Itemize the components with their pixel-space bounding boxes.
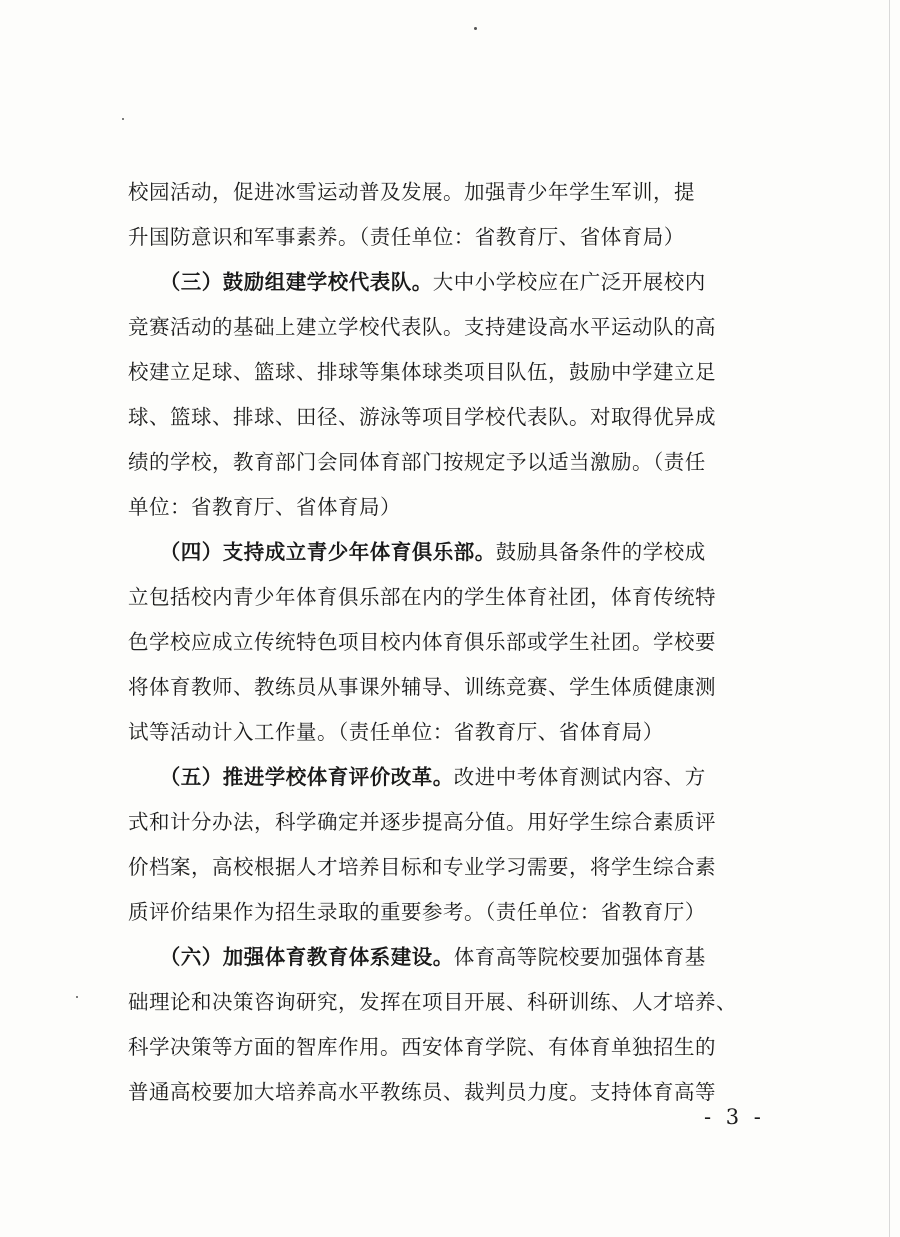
section-heading: （六）加强体育教育体系建设。 <box>128 945 454 969</box>
line-text: 色学校应成立传统特色项目校内体育俱乐部或学生社团。学校要 <box>128 630 716 654</box>
text-line <box>128 305 760 350</box>
line-text: 价档案，高校根据人才培养目标和专业学习需要，将学生综合素 <box>128 855 716 879</box>
line-text: 升国防意识和军事素养。（责任单位：省教育厅、省体育局） <box>128 225 685 249</box>
text-line <box>128 1025 760 1070</box>
line-text: 体育高等院校要加强体育基 <box>453 945 706 969</box>
text-line <box>128 935 760 980</box>
section-heading: （三）鼓励组建学校代表队。 <box>128 270 433 294</box>
line-text: 竞赛活动的基础上建立学校代表队。支持建设高水平运动队的高 <box>128 315 716 339</box>
line-text: 普通高校要加大培养高水平教练员、裁判员力度。支持体育高等 <box>128 1080 716 1104</box>
line-text: 校园活动，促进冰雪运动普及发展。加强青少年学生军训，提 <box>128 180 695 204</box>
line-text: 础理论和决策咨询研究，发挥在项目开展、科研训练、人才培养、 <box>128 990 737 1014</box>
line-text: 式和计分办法，科学确定并逐步提高分值。用好学生综合素质评 <box>128 810 716 834</box>
text-line <box>128 530 760 575</box>
text-line <box>128 845 760 890</box>
line-text: 科学决策等方面的智库作用。西安体育学院、有体育单独招生的 <box>128 1035 716 1059</box>
text-line <box>128 665 760 710</box>
line-text: 鼓励具备条件的学校成 <box>495 540 706 564</box>
text-line <box>128 710 760 755</box>
section-heading: （五）推进学校体育评价改革。 <box>128 765 454 789</box>
scan-speck <box>76 996 78 998</box>
body-text <box>128 170 760 1115</box>
text-line <box>128 620 760 665</box>
line-text: 质评价结果作为招生录取的重要参考。（责任单位：省教育厅） <box>128 900 706 924</box>
line-text: 球、篮球、排球、田径、游泳等项目学校代表队。对取得优异成 <box>128 405 716 429</box>
line-text: 校建立足球、篮球、排球等集体球类项目队伍，鼓励中学建立足 <box>128 360 716 384</box>
text-line <box>128 980 760 1025</box>
scan-speck <box>122 118 124 120</box>
text-line <box>128 485 760 530</box>
text-line <box>128 260 760 305</box>
text-line <box>128 350 760 395</box>
page-number: - 3 - <box>704 1105 765 1129</box>
text-line <box>128 170 760 215</box>
section-heading: （四）支持成立青少年体育俱乐部。 <box>128 540 496 564</box>
text-line <box>128 800 760 845</box>
line-text: 试等活动计入工作量。（责任单位：省教育厅、省体育局） <box>128 720 664 744</box>
text-line <box>128 890 760 935</box>
line-text: 立包括校内青少年体育俱乐部在内的学生体育社团，体育传统特 <box>128 585 716 609</box>
text-line <box>128 395 760 440</box>
line-text: 单位：省教育厅、省体育局） <box>128 495 401 519</box>
text-line <box>128 575 760 620</box>
text-line <box>128 1070 760 1115</box>
line-text: 绩的学校，教育部门会同体育部门按规定予以适当激励。（责任 <box>128 450 706 474</box>
page-edge <box>889 0 890 1237</box>
line-text: 将体育教师、教练员从事课外辅导、训练竞赛、学生体质健康测 <box>128 675 716 699</box>
text-line <box>128 755 760 800</box>
line-text: 大中小学校应在广泛开展校内 <box>432 270 706 294</box>
text-line <box>128 440 760 485</box>
text-line <box>128 215 760 260</box>
scan-speck <box>474 27 477 30</box>
line-text: 改进中考体育测试内容、方 <box>453 765 706 789</box>
